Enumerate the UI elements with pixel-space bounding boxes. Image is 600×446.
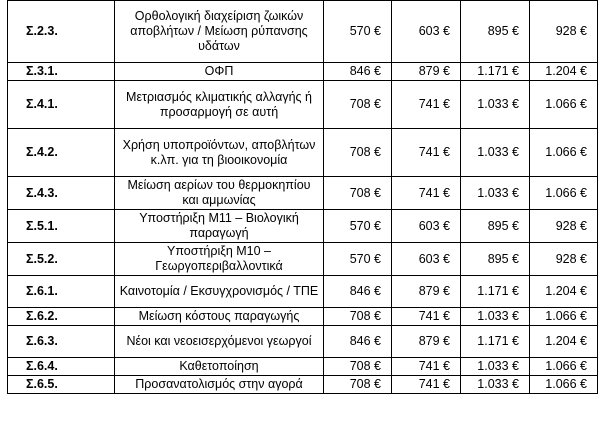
table-row — [8, 308, 598, 326]
row-value-1: 708 € — [324, 81, 392, 129]
row-value-4: 928 € — [530, 1, 598, 63]
row-value-1: 708 € — [324, 358, 392, 376]
row-value-2: 741 € — [392, 177, 461, 210]
table-row — [8, 177, 598, 210]
row-description: ΟΦΠ — [115, 63, 324, 81]
row-value-1: 570 € — [324, 243, 392, 276]
row-description: Προσανατολισμός στην αγορά — [115, 376, 324, 394]
table-row — [8, 376, 598, 394]
row-code: Σ.6.4. — [8, 358, 115, 376]
table-row — [8, 129, 598, 177]
row-description: Καθετοποίηση — [115, 358, 324, 376]
row-value-4: 1.204 € — [530, 63, 598, 81]
row-value-1: 708 € — [324, 376, 392, 394]
price-table-body — [8, 1, 598, 394]
price-table — [7, 0, 598, 394]
table-row — [8, 63, 598, 81]
table-row — [8, 1, 598, 63]
row-value-2: 741 € — [392, 81, 461, 129]
row-code: Σ.4.1. — [8, 81, 115, 129]
row-code: Σ.6.2. — [8, 308, 115, 326]
row-description: Μείωση κόστους παραγωγής — [115, 308, 324, 326]
row-value-3: 1.033 € — [461, 177, 530, 210]
table-row — [8, 243, 598, 276]
row-value-3: 895 € — [461, 1, 530, 63]
row-code: Σ.4.3. — [8, 177, 115, 210]
table-row — [8, 358, 598, 376]
row-value-4: 1.204 € — [530, 326, 598, 358]
row-value-3: 1.033 € — [461, 81, 530, 129]
row-value-4: 928 € — [530, 243, 598, 276]
row-value-4: 1.066 € — [530, 81, 598, 129]
table-row — [8, 326, 598, 358]
row-value-2: 879 € — [392, 63, 461, 81]
row-value-4: 1.066 € — [530, 177, 598, 210]
row-description: Χρήση υποπροϊόντων, αποβλήτων κ.λπ. για τη βιοοικονομία — [115, 129, 324, 177]
row-value-2: 741 € — [392, 308, 461, 326]
row-code: Σ.3.1. — [8, 63, 115, 81]
document-page — [7, 0, 597, 394]
row-value-4: 928 € — [530, 210, 598, 243]
row-value-3: 1.171 € — [461, 326, 530, 358]
row-value-1: 708 € — [324, 308, 392, 326]
row-value-3: 1.033 € — [461, 129, 530, 177]
row-code: Σ.6.3. — [8, 326, 115, 358]
row-value-1: 846 € — [324, 276, 392, 308]
row-value-2: 603 € — [392, 1, 461, 63]
row-value-3: 895 € — [461, 243, 530, 276]
table-row — [8, 210, 598, 243]
row-value-2: 603 € — [392, 210, 461, 243]
row-description: Καινοτομία / Εκσυγχρονισμός / ΤΠΕ — [115, 276, 324, 308]
row-description: Υποστήριξη Μ10 – Γεωργοπεριβαλλοντικά — [115, 243, 324, 276]
row-code: Σ.6.1. — [8, 276, 115, 308]
row-value-2: 741 € — [392, 129, 461, 177]
table-row — [8, 81, 598, 129]
row-value-3: 1.033 € — [461, 376, 530, 394]
row-value-3: 1.171 € — [461, 63, 530, 81]
row-value-1: 570 € — [324, 1, 392, 63]
row-code: Σ.5.2. — [8, 243, 115, 276]
row-value-3: 1.171 € — [461, 276, 530, 308]
row-value-4: 1.066 € — [530, 129, 598, 177]
row-code: Σ.4.2. — [8, 129, 115, 177]
row-value-2: 741 € — [392, 376, 461, 394]
row-description: Νέοι και νεοεισερχόμενοι γεωργοί — [115, 326, 324, 358]
row-value-1: 846 € — [324, 326, 392, 358]
row-value-1: 708 € — [324, 177, 392, 210]
row-description: Ορθολογική διαχείριση ζωικών αποβλήτων / Μείωση ρύπανσης υδάτων — [115, 1, 324, 63]
table-row — [8, 276, 598, 308]
row-value-3: 895 € — [461, 210, 530, 243]
row-code: Σ.6.5. — [8, 376, 115, 394]
row-description: Υποστήριξη Μ11 – Βιολογική παραγωγή — [115, 210, 324, 243]
row-value-4: 1.066 € — [530, 308, 598, 326]
row-code: Σ.2.3. — [8, 1, 115, 63]
row-value-3: 1.033 € — [461, 358, 530, 376]
row-value-2: 603 € — [392, 243, 461, 276]
row-description: Μετριασμός κλιματικής αλλαγής ή προσαρμογή σε αυτή — [115, 81, 324, 129]
row-value-4: 1.066 € — [530, 358, 598, 376]
row-value-1: 708 € — [324, 129, 392, 177]
row-description: Μείωση αερίων του θερμοκηπίου και αμμωνίας — [115, 177, 324, 210]
row-value-1: 570 € — [324, 210, 392, 243]
row-value-2: 879 € — [392, 326, 461, 358]
row-value-2: 741 € — [392, 358, 461, 376]
row-value-3: 1.033 € — [461, 308, 530, 326]
row-value-4: 1.204 € — [530, 276, 598, 308]
row-value-1: 846 € — [324, 63, 392, 81]
row-code: Σ.5.1. — [8, 210, 115, 243]
row-value-2: 879 € — [392, 276, 461, 308]
row-value-4: 1.066 € — [530, 376, 598, 394]
